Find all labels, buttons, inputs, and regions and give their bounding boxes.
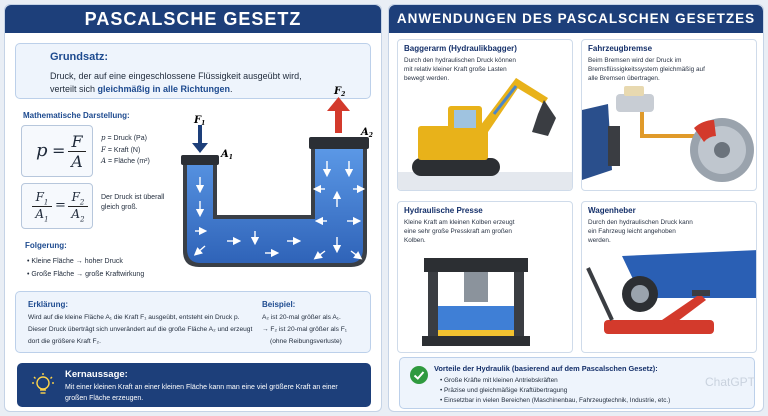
card-text: Durch den hydraulischen Druck können mit relativ kleiner Kraft große Lasten bewegt werden. bbox=[404, 57, 516, 82]
folgerung-list bbox=[27, 255, 144, 281]
beispiel-text bbox=[262, 312, 368, 348]
a1-letter: A bbox=[35, 207, 45, 222]
list-item: • Präzise und gleichmäßige Kraftübertragung bbox=[440, 386, 670, 396]
formula-eq: = bbox=[52, 141, 66, 160]
erklaerung-heading: Erklärung: bbox=[28, 300, 69, 309]
math-heading: Mathematische Darstellung: bbox=[23, 111, 130, 120]
formula-A: A bbox=[71, 152, 83, 171]
card-bremse bbox=[581, 39, 757, 191]
a2-sub: 2 bbox=[80, 215, 85, 224]
pressure-note: Der Druck ist überall gleich groß. bbox=[101, 194, 165, 211]
f1-letter: F bbox=[35, 190, 44, 204]
grundsatz-heading: Grundsatz: bbox=[50, 51, 109, 63]
formula-f2-a2 bbox=[68, 190, 88, 224]
f2-letter: F bbox=[71, 190, 80, 204]
formula-equality bbox=[21, 183, 93, 229]
a2-letter: A bbox=[71, 207, 81, 222]
vorteile-list bbox=[440, 376, 670, 406]
label-F1: $F_1$ bbox=[194, 115, 206, 127]
beispiel-heading: Beispiel: bbox=[262, 300, 296, 309]
list-item: • Große Kräfte mit kleinen Antriebskräften bbox=[440, 376, 670, 386]
formula-F: F bbox=[71, 132, 83, 151]
formula-fraction bbox=[68, 132, 86, 171]
check-icon bbox=[410, 366, 428, 384]
list-item: • Große Fläche → große Kraftwirkung bbox=[27, 268, 144, 281]
large-piston bbox=[309, 137, 369, 149]
lightbulb-icon bbox=[31, 372, 55, 398]
list-item: • Einsetzbar in vielen Bereichen (Maschinenbau, Fahrzeugtechnik, Industrie, etc.) bbox=[440, 396, 670, 406]
label-A1: $A_1$ bbox=[221, 149, 233, 161]
grundsatz-text-a: Druck, der auf eine eingeschlossene Flüssigkeit ausgeübt wird, bbox=[50, 71, 302, 81]
formula-eq-2: = bbox=[55, 198, 66, 213]
right-title: ANWENDUNGEN DES PASCALSCHEN GESETZES bbox=[389, 5, 763, 33]
grundsatz-text-b: verteilt sich bbox=[50, 84, 98, 94]
left-title: PASCALSCHE GESETZ bbox=[5, 5, 381, 33]
left-panel bbox=[4, 4, 382, 412]
formula-pressure bbox=[21, 125, 93, 177]
card-text: Durch den hydraulischen Druck kann ein Fahrzeug leicht angehoben werden. bbox=[588, 219, 693, 244]
card-text: Beim Bremsen wird der Druck im Bremsflüssigkeitssystem gleichmäßig auf alle Bremsen übertragen. bbox=[588, 57, 705, 82]
kernaussage-box bbox=[17, 363, 371, 407]
vorteile-heading: Vorteile der Hydraulik (basierend auf dem Pascalschen Gesetz): bbox=[434, 364, 658, 373]
kern-text: Mit einer kleinen Kraft an einer kleinen Fläche kann man eine viel größere Kraft an einer großen Fläche erzeugen. bbox=[65, 384, 338, 402]
card-presse bbox=[397, 201, 573, 353]
folgerung-heading: Folgerung: bbox=[25, 241, 67, 250]
arrow-down-icon bbox=[192, 125, 208, 153]
legend-A-symbol: A bbox=[101, 157, 107, 165]
legend-F-symbol: F bbox=[101, 145, 106, 154]
legend-A: = Fläche (m²) bbox=[108, 158, 150, 165]
f2-sub: 2 bbox=[79, 198, 85, 207]
legend-p: = Druck (Pa) bbox=[107, 135, 147, 142]
list-item: • Kleine Fläche → hoher Druck bbox=[27, 255, 144, 268]
a1-sub: 1 bbox=[44, 215, 49, 224]
legend-p-symbol: p bbox=[101, 134, 106, 142]
label-F2: $F_2$ bbox=[334, 86, 346, 98]
grundsatz-emphasis: gleichmäßig in alle Richtungen bbox=[97, 84, 231, 94]
beispiel-line-2: → F₂ ist 20-mal größer als F₁ bbox=[262, 326, 348, 333]
legend-F: = Kraft (N) bbox=[107, 146, 141, 154]
formula-legend bbox=[101, 133, 150, 168]
beispiel-line-1: A₂ ist 20-mal größer als A₁. bbox=[262, 314, 341, 321]
erklaerung-text: Wird auf die kleine Fläche A₁ die Kraft F₁ ausgeübt, entsteht ein Druck p. Dieser Druck überträgt sich unverändert auf die große Fläche A₂ und erzeugt dort die größere Kraft F₂. bbox=[28, 314, 253, 345]
hydraulic-diagram bbox=[177, 81, 377, 271]
grundsatz-text-c: . bbox=[230, 84, 233, 94]
vorteile-box bbox=[399, 357, 755, 409]
f1-sub: 1 bbox=[43, 198, 49, 207]
formula-f1-a1 bbox=[32, 190, 52, 224]
watermark: ChatGPT bbox=[704, 375, 755, 389]
small-piston bbox=[181, 155, 219, 165]
card-title: Wagenheber bbox=[588, 206, 636, 215]
kern-heading: Kernaussage: bbox=[65, 369, 128, 380]
card-title: Baggerarm (Hydraulikbagger) bbox=[404, 44, 517, 53]
right-panel bbox=[388, 4, 764, 412]
card-title: Fahrzeugbremse bbox=[588, 44, 653, 53]
formula-p: p bbox=[36, 140, 48, 161]
card-wagenheber bbox=[581, 201, 757, 353]
card-title: Hydraulische Presse bbox=[404, 206, 483, 215]
label-A2: $A_2$ bbox=[361, 127, 373, 139]
card-text: Kleine Kraft am kleinen Kolben erzeugt eine sehr große Presskraft am großen Kolben. bbox=[404, 219, 515, 244]
beispiel-line-3: (ohne Reibungsverluste) bbox=[270, 338, 342, 345]
arrow-up-icon bbox=[327, 97, 350, 133]
card-bagger bbox=[397, 39, 573, 191]
erklaerung-box bbox=[15, 291, 371, 353]
